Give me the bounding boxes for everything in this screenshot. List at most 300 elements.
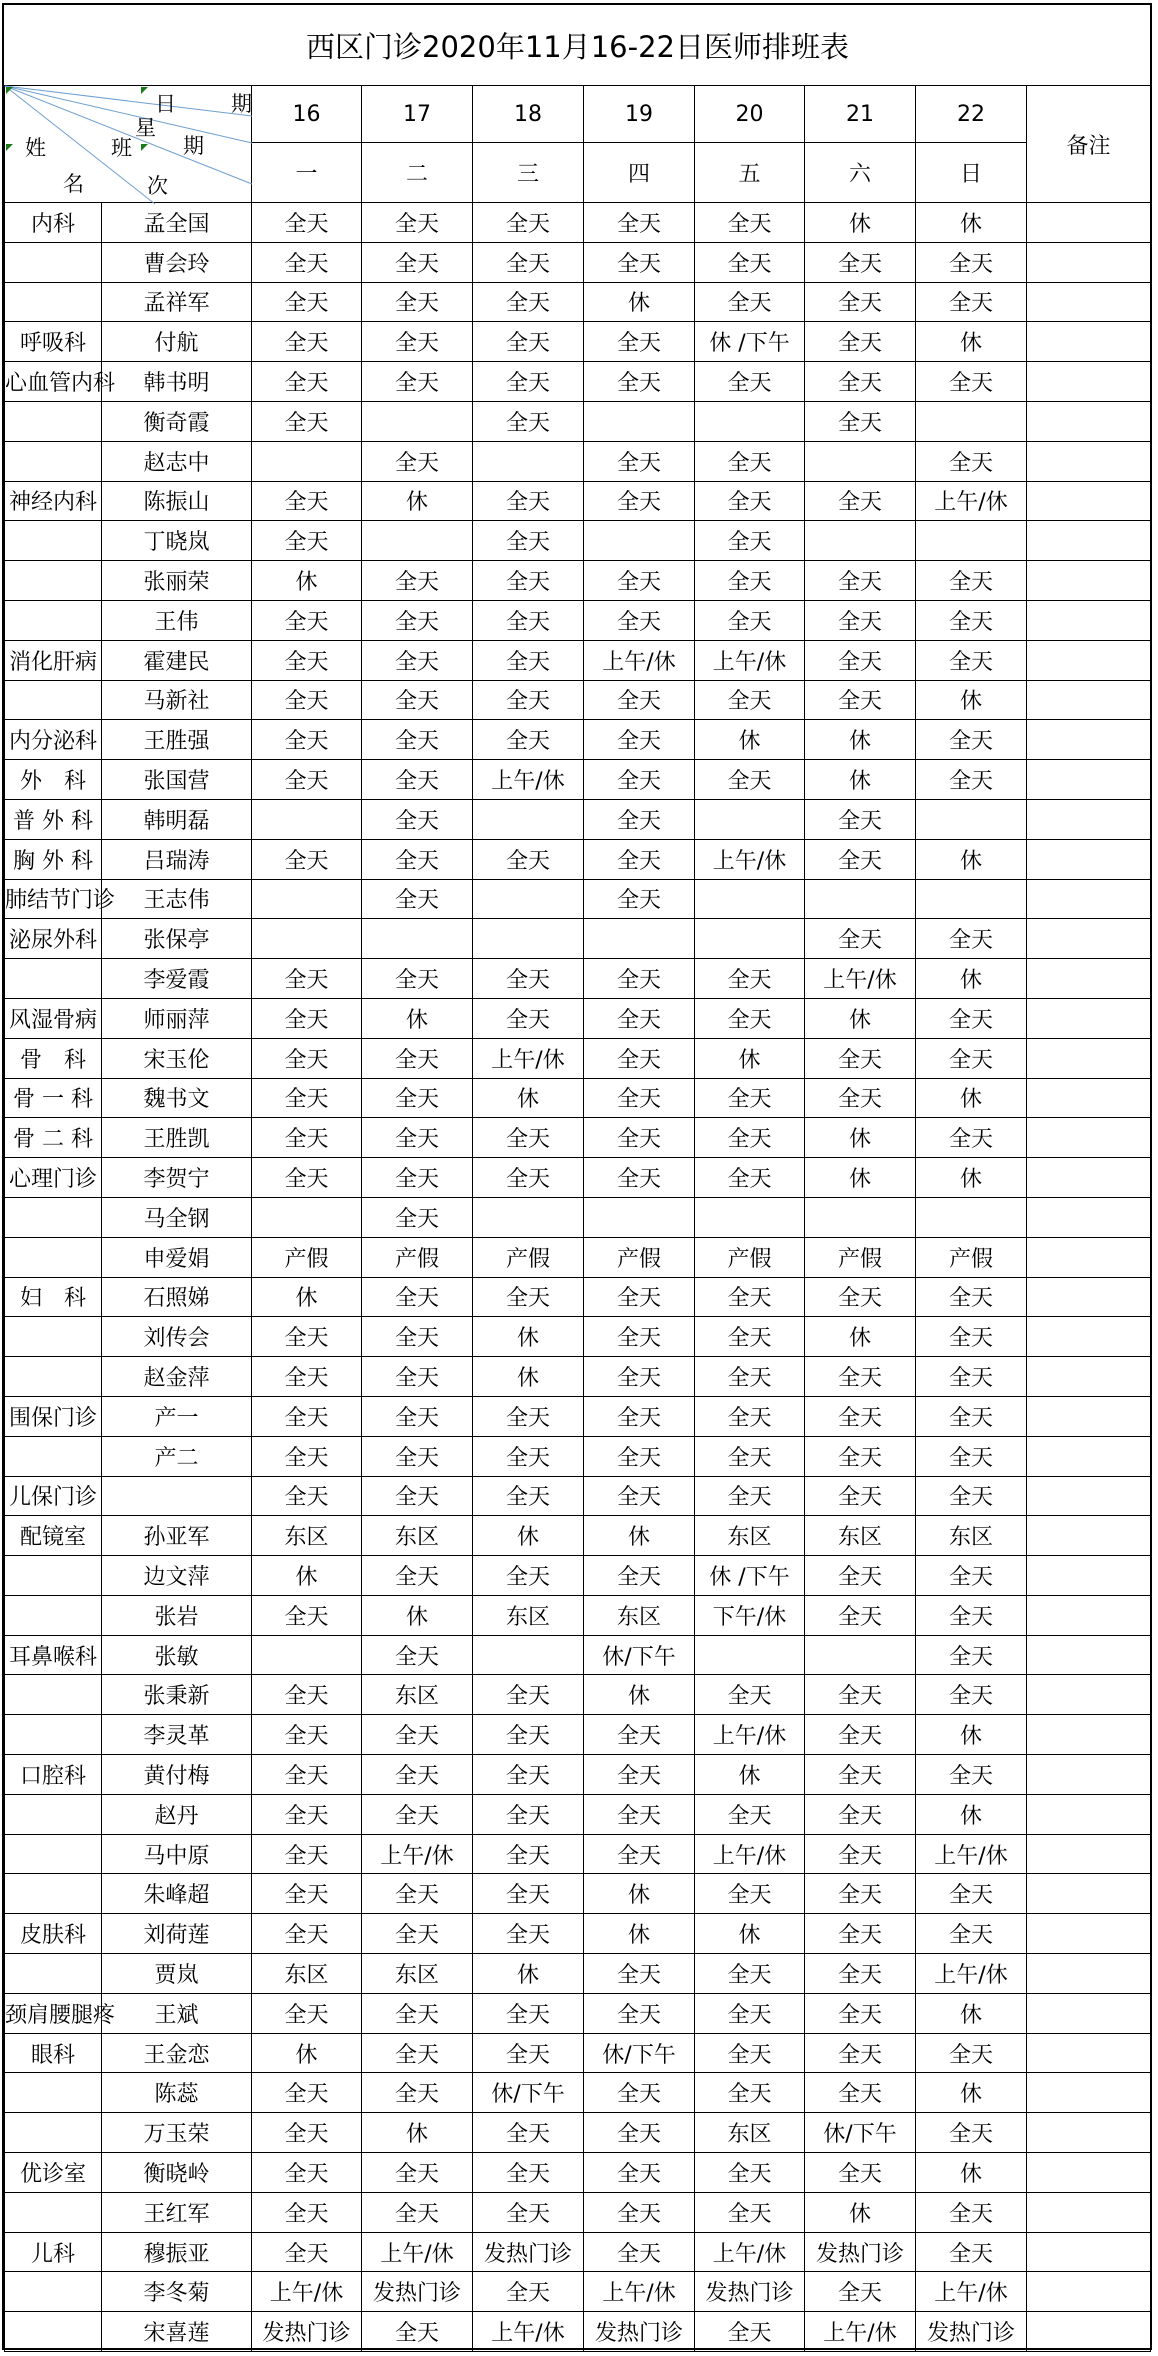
shift-cell: 休 bbox=[916, 1078, 1027, 1118]
doctor-name-cell: 师丽萍 bbox=[102, 998, 252, 1038]
table-row bbox=[5, 2192, 1151, 2232]
notes-cell bbox=[1027, 1237, 1151, 1277]
shift-cell: 全天 bbox=[473, 1158, 584, 1198]
shift-cell: 全天 bbox=[252, 401, 362, 441]
shift-cell: 全天 bbox=[473, 1794, 584, 1834]
shift-cell: 全天 bbox=[695, 2312, 805, 2352]
shift-cell: 全天 bbox=[584, 1476, 695, 1516]
shift-cell: 全天 bbox=[805, 2153, 916, 2193]
department-cell bbox=[5, 1197, 102, 1237]
department-cell bbox=[5, 1874, 102, 1914]
shift-cell bbox=[473, 441, 584, 481]
notes-cell bbox=[1027, 1396, 1151, 1436]
department-cell bbox=[5, 1317, 102, 1357]
department-cell bbox=[5, 959, 102, 999]
shift-cell: 全天 bbox=[362, 1556, 473, 1596]
shift-cell: 全天 bbox=[916, 1357, 1027, 1397]
department-cell bbox=[5, 1954, 102, 1994]
shift-cell: 全天 bbox=[695, 203, 805, 243]
shift-cell: 全天 bbox=[916, 1675, 1027, 1715]
department-cell: 骨 一 科 bbox=[5, 1078, 102, 1118]
shift-cell: 全天 bbox=[805, 1436, 916, 1476]
shift-cell: 全天 bbox=[805, 1277, 916, 1317]
weekday-cell: 三 bbox=[473, 143, 584, 203]
shift-cell: 全天 bbox=[252, 282, 362, 322]
shift-cell bbox=[362, 919, 473, 959]
table-row bbox=[5, 1317, 1151, 1357]
shift-cell bbox=[695, 799, 805, 839]
shift-cell: 全天 bbox=[584, 1834, 695, 1874]
diag-name-3: 期 bbox=[183, 134, 204, 158]
shift-cell: 东区 bbox=[252, 1516, 362, 1556]
shift-cell bbox=[695, 879, 805, 919]
shift-cell: 全天 bbox=[695, 2073, 805, 2113]
department-cell bbox=[5, 2312, 102, 2352]
department-cell: 儿保门诊 bbox=[5, 1476, 102, 1516]
diag-shift-1: 名 bbox=[63, 172, 84, 196]
shift-cell: 上午/休 bbox=[695, 2232, 805, 2272]
date-cell: 18 bbox=[473, 86, 584, 143]
shift-cell: 东区 bbox=[252, 1954, 362, 1994]
shift-cell bbox=[584, 401, 695, 441]
shift-cell: 全天 bbox=[473, 1993, 584, 2033]
department-cell: 肺结节门诊 bbox=[5, 879, 102, 919]
shift-cell: 全天 bbox=[916, 1476, 1027, 1516]
notes-cell bbox=[1027, 1357, 1151, 1397]
shift-cell: 全天 bbox=[252, 1436, 362, 1476]
shift-cell: 休/下午 bbox=[584, 1635, 695, 1675]
doctor-name-cell: 霍建民 bbox=[102, 640, 252, 680]
shift-cell: 全天 bbox=[473, 2192, 584, 2232]
shift-cell: 全天 bbox=[252, 680, 362, 720]
shift-cell: 全天 bbox=[695, 1476, 805, 1516]
shift-cell bbox=[252, 1635, 362, 1675]
shift-cell: 休 /下午 bbox=[695, 322, 805, 362]
shift-cell: 全天 bbox=[916, 362, 1027, 402]
shift-cell bbox=[695, 1635, 805, 1675]
shift-cell: 全天 bbox=[695, 561, 805, 601]
shift-cell: 全天 bbox=[916, 1635, 1027, 1675]
shift-cell: 休 bbox=[252, 1556, 362, 1596]
notes-cell bbox=[1027, 1635, 1151, 1675]
shift-cell: 全天 bbox=[805, 362, 916, 402]
shift-cell: 东区 bbox=[362, 1954, 473, 1994]
shift-cell: 全天 bbox=[584, 1993, 695, 2033]
shift-cell bbox=[252, 919, 362, 959]
department-cell bbox=[5, 1675, 102, 1715]
shift-cell: 全天 bbox=[584, 720, 695, 760]
department-cell bbox=[5, 441, 102, 481]
doctor-name-cell bbox=[102, 1476, 252, 1516]
doctor-name-cell: 李灵革 bbox=[102, 1715, 252, 1755]
shift-cell: 上午/休 bbox=[695, 1715, 805, 1755]
table-row bbox=[5, 1595, 1151, 1635]
shift-cell: 全天 bbox=[695, 521, 805, 561]
doctor-name-cell: 张秉新 bbox=[102, 1675, 252, 1715]
shift-cell: 休 bbox=[805, 2192, 916, 2232]
table-row bbox=[5, 1635, 1151, 1675]
shift-cell: 产假 bbox=[584, 1237, 695, 1277]
shift-cell: 休 bbox=[473, 1317, 584, 1357]
shift-cell: 全天 bbox=[362, 561, 473, 601]
shift-cell: 全天 bbox=[805, 1715, 916, 1755]
shift-cell: 全天 bbox=[805, 640, 916, 680]
shift-cell: 休 bbox=[916, 1158, 1027, 1198]
shift-cell: 全天 bbox=[362, 441, 473, 481]
department-cell bbox=[5, 1556, 102, 1596]
shift-cell bbox=[916, 1197, 1027, 1237]
shift-cell bbox=[695, 401, 805, 441]
shift-cell: 全天 bbox=[362, 2192, 473, 2232]
notes-cell bbox=[1027, 1197, 1151, 1237]
shift-cell: 休 bbox=[916, 322, 1027, 362]
shift-cell: 全天 bbox=[362, 2073, 473, 2113]
shift-cell: 全天 bbox=[362, 839, 473, 879]
shift-cell: 全天 bbox=[695, 1078, 805, 1118]
shift-cell: 全天 bbox=[805, 1755, 916, 1795]
shift-cell: 产假 bbox=[473, 1237, 584, 1277]
shift-cell: 全天 bbox=[473, 2272, 584, 2312]
department-cell: 妇 科 bbox=[5, 1277, 102, 1317]
table-row bbox=[5, 919, 1151, 959]
doctor-name-cell: 张保亭 bbox=[102, 919, 252, 959]
shift-cell: 休 bbox=[916, 839, 1027, 879]
shift-cell: 上午/休 bbox=[252, 2272, 362, 2312]
shift-cell: 全天 bbox=[252, 521, 362, 561]
shift-cell: 全天 bbox=[252, 481, 362, 521]
shift-cell: 全天 bbox=[252, 1158, 362, 1198]
shift-cell bbox=[252, 1197, 362, 1237]
notes-cell bbox=[1027, 760, 1151, 800]
notes-cell bbox=[1027, 203, 1151, 243]
shift-cell: 发热门诊 bbox=[362, 2272, 473, 2312]
shift-cell: 东区 bbox=[695, 1516, 805, 1556]
doctor-name-cell: 宋玉伦 bbox=[102, 1038, 252, 1078]
diag-date-1: 日 bbox=[155, 92, 176, 116]
shift-cell: 下午/休 bbox=[695, 1595, 805, 1635]
shift-cell: 全天 bbox=[584, 1954, 695, 1994]
shift-cell: 休 bbox=[584, 282, 695, 322]
shift-cell: 全天 bbox=[805, 1476, 916, 1516]
shift-cell: 全天 bbox=[805, 1078, 916, 1118]
shift-cell: 东区 bbox=[473, 1595, 584, 1635]
shift-cell: 全天 bbox=[362, 1118, 473, 1158]
shift-cell: 全天 bbox=[362, 2033, 473, 2073]
shift-cell: 全天 bbox=[473, 1556, 584, 1596]
shift-cell: 全天 bbox=[695, 1396, 805, 1436]
shift-cell: 全天 bbox=[252, 760, 362, 800]
notes-cell bbox=[1027, 1794, 1151, 1834]
shift-cell: 全天 bbox=[252, 1357, 362, 1397]
department-cell: 围保门诊 bbox=[5, 1396, 102, 1436]
doctor-name-cell: 王金恋 bbox=[102, 2033, 252, 2073]
weekday-cell: 六 bbox=[805, 143, 916, 203]
department-cell bbox=[5, 1357, 102, 1397]
table-row bbox=[5, 1396, 1151, 1436]
shift-cell: 全天 bbox=[252, 600, 362, 640]
shift-cell: 全天 bbox=[362, 282, 473, 322]
department-cell: 配镜室 bbox=[5, 1516, 102, 1556]
shift-cell: 全天 bbox=[473, 203, 584, 243]
shift-cell: 全天 bbox=[916, 441, 1027, 481]
department-cell: 口腔科 bbox=[5, 1755, 102, 1795]
notes-cell bbox=[1027, 242, 1151, 282]
notes-cell bbox=[1027, 1556, 1151, 1596]
department-cell bbox=[5, 521, 102, 561]
shift-cell bbox=[805, 441, 916, 481]
table-row bbox=[5, 1197, 1151, 1237]
date-cell: 21 bbox=[805, 86, 916, 143]
shift-cell: 东区 bbox=[695, 2113, 805, 2153]
shift-cell: 全天 bbox=[473, 1914, 584, 1954]
doctor-name-cell: 万玉荣 bbox=[102, 2113, 252, 2153]
notes-cell bbox=[1027, 1715, 1151, 1755]
shift-cell: 全天 bbox=[695, 1118, 805, 1158]
shift-cell: 休 bbox=[805, 1118, 916, 1158]
notes-cell bbox=[1027, 959, 1151, 999]
doctor-name-cell: 申爱娟 bbox=[102, 1237, 252, 1277]
shift-cell: 休 bbox=[805, 760, 916, 800]
department-cell bbox=[5, 1595, 102, 1635]
notes-cell bbox=[1027, 2192, 1151, 2232]
table-row bbox=[5, 1874, 1151, 1914]
shift-cell: 全天 bbox=[805, 1038, 916, 1078]
doctor-name-cell: 陈蕊 bbox=[102, 2073, 252, 2113]
date-cell: 16 bbox=[252, 86, 362, 143]
table-row bbox=[5, 959, 1151, 999]
shift-cell: 全天 bbox=[916, 1277, 1027, 1317]
department-cell bbox=[5, 282, 102, 322]
shift-cell: 东区 bbox=[362, 1516, 473, 1556]
shift-cell: 全天 bbox=[584, 1357, 695, 1397]
table-row bbox=[5, 362, 1151, 402]
shift-cell: 全天 bbox=[916, 1118, 1027, 1158]
shift-cell: 上午/休 bbox=[362, 1834, 473, 1874]
shift-cell: 全天 bbox=[362, 680, 473, 720]
doctor-name-cell: 穆振亚 bbox=[102, 2232, 252, 2272]
doctor-name-cell: 赵金萍 bbox=[102, 1357, 252, 1397]
shift-cell: 产假 bbox=[916, 1237, 1027, 1277]
shift-cell: 休 bbox=[584, 1516, 695, 1556]
diag-date-2: 期 bbox=[231, 92, 252, 116]
doctor-name-cell: 张岩 bbox=[102, 1595, 252, 1635]
doctor-name-cell: 衡奇霞 bbox=[102, 401, 252, 441]
shift-cell: 休 bbox=[805, 720, 916, 760]
shift-cell: 产假 bbox=[695, 1237, 805, 1277]
table-row bbox=[5, 1277, 1151, 1317]
shift-cell: 全天 bbox=[252, 1476, 362, 1516]
shift-cell: 发热门诊 bbox=[805, 2232, 916, 2272]
shift-cell: 上午/休 bbox=[916, 481, 1027, 521]
shift-cell: 全天 bbox=[362, 1914, 473, 1954]
notes-cell bbox=[1027, 1317, 1151, 1357]
department-cell: 骨 二 科 bbox=[5, 1118, 102, 1158]
shift-cell: 上午/休 bbox=[916, 1954, 1027, 1994]
shift-cell: 休/下午 bbox=[584, 2033, 695, 2073]
doctor-name-cell: 孟祥军 bbox=[102, 282, 252, 322]
shift-cell: 全天 bbox=[916, 600, 1027, 640]
shift-cell: 上午/休 bbox=[473, 2312, 584, 2352]
shift-cell: 发热门诊 bbox=[584, 2312, 695, 2352]
shift-cell: 全天 bbox=[252, 1834, 362, 1874]
shift-cell: 全天 bbox=[805, 680, 916, 720]
shift-cell: 全天 bbox=[252, 1675, 362, 1715]
shift-cell: 全天 bbox=[252, 1755, 362, 1795]
shift-cell: 全天 bbox=[362, 1436, 473, 1476]
shift-cell: 全天 bbox=[805, 282, 916, 322]
shift-cell: 全天 bbox=[584, 2073, 695, 2113]
notes-cell bbox=[1027, 2153, 1151, 2193]
shift-cell: 东区 bbox=[916, 1516, 1027, 1556]
shift-cell: 上午/休 bbox=[473, 1038, 584, 1078]
shift-cell: 休 bbox=[584, 1675, 695, 1715]
shift-cell: 全天 bbox=[473, 1476, 584, 1516]
shift-cell: 休 bbox=[916, 1715, 1027, 1755]
shift-cell: 全天 bbox=[805, 600, 916, 640]
shift-cell bbox=[473, 919, 584, 959]
shift-cell: 休/下午 bbox=[473, 2073, 584, 2113]
table-row bbox=[5, 1357, 1151, 1397]
shift-cell: 全天 bbox=[805, 401, 916, 441]
shift-cell: 全天 bbox=[916, 1874, 1027, 1914]
doctor-name-cell: 马全钢 bbox=[102, 1197, 252, 1237]
notes-cell bbox=[1027, 2312, 1151, 2352]
shift-cell: 全天 bbox=[584, 481, 695, 521]
shift-cell: 全天 bbox=[584, 1715, 695, 1755]
table-row bbox=[5, 799, 1151, 839]
shift-cell bbox=[362, 401, 473, 441]
shift-cell: 休 bbox=[916, 680, 1027, 720]
page-title: 西区门诊2020年11月16-22日医师排班表 bbox=[5, 5, 1151, 86]
shift-cell: 发热门诊 bbox=[695, 2272, 805, 2312]
shift-cell: 全天 bbox=[916, 998, 1027, 1038]
department-cell: 儿科 bbox=[5, 2232, 102, 2272]
doctor-name-cell: 陈振山 bbox=[102, 481, 252, 521]
notes-cell bbox=[1027, 322, 1151, 362]
shift-cell: 全天 bbox=[695, 1436, 805, 1476]
doctor-name-cell: 张丽荣 bbox=[102, 561, 252, 601]
weekday-cell: 日 bbox=[916, 143, 1027, 203]
shift-cell: 全天 bbox=[252, 1078, 362, 1118]
shift-cell: 休 bbox=[252, 561, 362, 601]
shift-cell: 全天 bbox=[252, 2113, 362, 2153]
shift-cell: 全天 bbox=[916, 1038, 1027, 1078]
doctor-name-cell: 张国营 bbox=[102, 760, 252, 800]
table-row bbox=[5, 640, 1151, 680]
shift-cell: 全天 bbox=[473, 600, 584, 640]
notes-cell bbox=[1027, 1158, 1151, 1198]
shift-cell: 全天 bbox=[695, 1357, 805, 1397]
shift-cell: 休 bbox=[473, 1357, 584, 1397]
shift-cell: 东区 bbox=[805, 1516, 916, 1556]
shift-cell: 全天 bbox=[584, 1396, 695, 1436]
shift-cell: 东区 bbox=[362, 1675, 473, 1715]
table-row bbox=[5, 2113, 1151, 2153]
shift-cell: 全天 bbox=[473, 1396, 584, 1436]
shift-cell: 全天 bbox=[362, 1317, 473, 1357]
notes-cell bbox=[1027, 1954, 1151, 1994]
shift-cell: 全天 bbox=[916, 720, 1027, 760]
shift-cell: 全天 bbox=[805, 2073, 916, 2113]
shift-cell: 休 bbox=[695, 1755, 805, 1795]
table-row bbox=[5, 998, 1151, 1038]
shift-cell: 休 bbox=[584, 1914, 695, 1954]
table-row bbox=[5, 839, 1151, 879]
shift-cell: 全天 bbox=[252, 362, 362, 402]
table-row bbox=[5, 561, 1151, 601]
cell-marker bbox=[141, 87, 148, 94]
shift-cell: 全天 bbox=[805, 1396, 916, 1436]
shift-cell: 休 bbox=[805, 1317, 916, 1357]
shift-cell: 全天 bbox=[252, 998, 362, 1038]
table-row bbox=[5, 1516, 1151, 1556]
shift-cell: 全天 bbox=[252, 1396, 362, 1436]
shift-cell: 全天 bbox=[362, 879, 473, 919]
shift-cell: 全天 bbox=[805, 1954, 916, 1994]
shift-cell: 休 bbox=[252, 2033, 362, 2073]
doctor-name-cell: 黄付梅 bbox=[102, 1755, 252, 1795]
weekday-cell: 二 bbox=[362, 143, 473, 203]
shift-cell: 全天 bbox=[252, 2232, 362, 2272]
department-cell: 骨 科 bbox=[5, 1038, 102, 1078]
shift-cell: 全天 bbox=[473, 322, 584, 362]
shift-cell: 全天 bbox=[695, 1993, 805, 2033]
shift-cell: 全天 bbox=[473, 680, 584, 720]
shift-cell: 休 bbox=[916, 203, 1027, 243]
shift-cell: 全天 bbox=[362, 203, 473, 243]
shift-cell: 全天 bbox=[695, 2153, 805, 2193]
table-row bbox=[5, 720, 1151, 760]
shift-cell: 全天 bbox=[916, 1396, 1027, 1436]
shift-cell: 全天 bbox=[916, 561, 1027, 601]
table-row bbox=[5, 2312, 1151, 2352]
shift-cell: 全天 bbox=[362, 322, 473, 362]
shift-cell: 全天 bbox=[695, 1874, 805, 1914]
notes-cell bbox=[1027, 799, 1151, 839]
shift-cell: 休 bbox=[695, 1914, 805, 1954]
shift-cell: 休 bbox=[916, 1993, 1027, 2033]
shift-cell: 全天 bbox=[584, 1118, 695, 1158]
date-cell: 19 bbox=[584, 86, 695, 143]
department-cell: 胸 外 科 bbox=[5, 839, 102, 879]
shift-cell: 全天 bbox=[584, 799, 695, 839]
notes-cell bbox=[1027, 2033, 1151, 2073]
doctor-name-cell: 产一 bbox=[102, 1396, 252, 1436]
shift-cell: 全天 bbox=[916, 2232, 1027, 2272]
shift-cell: 休 /下午 bbox=[695, 1556, 805, 1596]
shift-cell: 东区 bbox=[584, 1595, 695, 1635]
shift-cell bbox=[473, 1197, 584, 1237]
notes-cell bbox=[1027, 362, 1151, 402]
shift-cell: 全天 bbox=[473, 1715, 584, 1755]
shift-cell: 全天 bbox=[584, 1317, 695, 1357]
cell-marker bbox=[6, 144, 13, 151]
department-cell bbox=[5, 2272, 102, 2312]
shift-cell: 全天 bbox=[584, 203, 695, 243]
shift-cell: 上午/休 bbox=[584, 640, 695, 680]
schedule-sheet bbox=[2, 3, 1152, 2350]
shift-cell: 全天 bbox=[252, 2192, 362, 2232]
shift-cell: 全天 bbox=[252, 1715, 362, 1755]
doctor-name-cell: 刘荷莲 bbox=[102, 1914, 252, 1954]
shift-cell: 全天 bbox=[916, 1755, 1027, 1795]
shift-cell: 全天 bbox=[584, 1436, 695, 1476]
shift-cell: 全天 bbox=[362, 640, 473, 680]
shift-cell: 全天 bbox=[473, 1874, 584, 1914]
department-cell bbox=[5, 1237, 102, 1277]
shift-cell: 全天 bbox=[362, 2153, 473, 2193]
schedule-table bbox=[4, 5, 1151, 2352]
